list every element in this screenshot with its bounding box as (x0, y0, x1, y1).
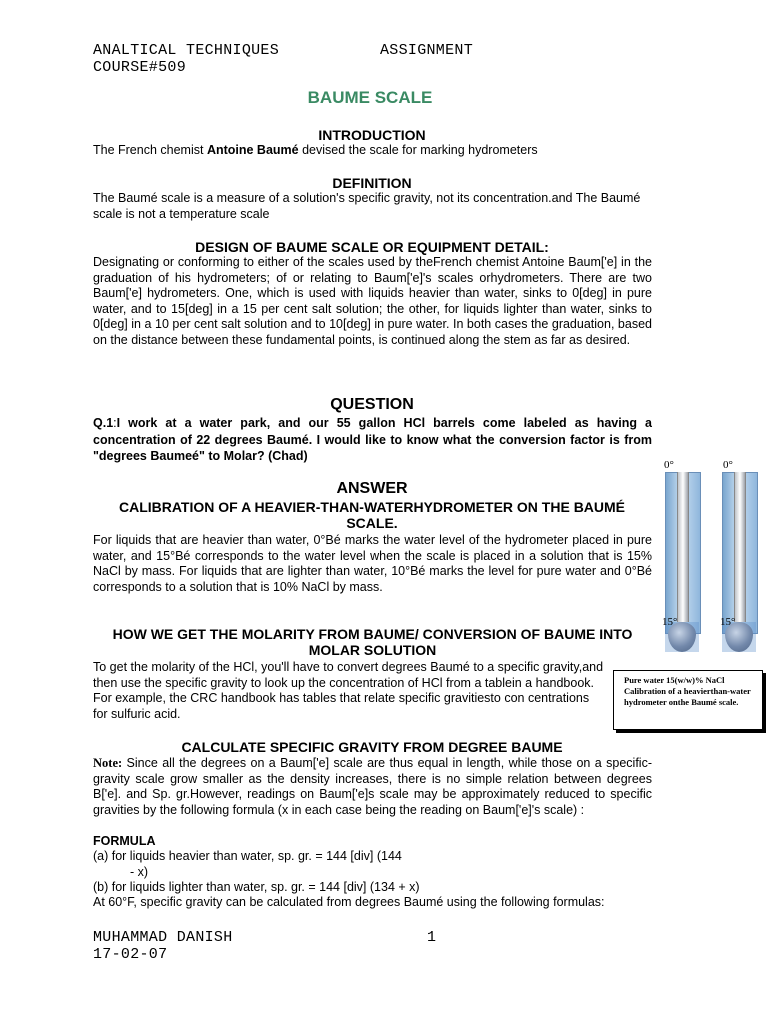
question-heading: QUESTION (330, 396, 414, 413)
caption-line-1: Pure water 15(w/w)% NaCl (624, 675, 725, 685)
formula-a: (a) for liquids heavier than water, sp. gr. = 144 [div] (144 (93, 849, 402, 863)
document-date: 17-02-07 (93, 946, 168, 963)
intro-text-end: devised the scale for marking hydrometers (298, 143, 538, 157)
definition-heading: DEFINITION (332, 175, 412, 191)
note-label: Note: (93, 756, 123, 770)
molarity-heading: HOW WE GET THE MOLARITY FROM BAUME/ CONVERSION OF BAUME INTO MOLAR SOLUTION (112, 626, 633, 658)
specific-gravity-heading: CALCULATE SPECIFIC GRAVITY FROM DEGREE BAUME (181, 739, 563, 755)
answer-heading: ANSWER (336, 480, 408, 497)
author-name: MUHAMMAD DANISH (93, 929, 233, 946)
closing-text: At 60°F, specific gravity can be calculated from degrees Baumé using the following formulas: (93, 895, 605, 909)
left-fifteen-mark: 15° (662, 616, 678, 628)
course-title: ANALTICAL TECHNIQUES (93, 42, 280, 59)
hydrometer-figure (654, 455, 768, 665)
introduction-heading: INTRODUCTION (318, 127, 426, 143)
course-number: COURSE#509 (93, 59, 187, 76)
question-text: Q.1:I work at a water park, and our 55 gallon HCl barrels come labeled as having a concentration of 22 degrees Baumé. I would like to know what the conversion factor is from "degrees Baumeé" to Molar? (Chad) (93, 416, 652, 463)
design-heading: DESIGN OF BAUME SCALE OR EQUIPMENT DETAIL: (195, 239, 549, 255)
question-body: I work at a water park, and our 55 gallon HCl barrels come labeled as having a concentration of 22 degrees Baumé. I would like to know what the conversion factor is from "degrees Baumeé" to Molar? (Chad) (93, 416, 652, 463)
page-title: BAUME SCALE (307, 88, 433, 107)
formula-label: FORMULA (93, 834, 156, 848)
question-label: Q.1 (93, 416, 114, 430)
assignment-label: ASSIGNMENT (380, 42, 474, 59)
caption-line-2: Calibration of a heavierthan-water hydrometer onthe Baumé scale. (624, 686, 751, 707)
intro-text-start: The French chemist (93, 143, 207, 157)
formula-a-cont: - x) (130, 865, 149, 879)
page-number: 1 (427, 929, 437, 946)
right-fifteen-mark: 15° (720, 616, 736, 628)
definition-text: The Baumé scale is a measure of a solution's specific gravity, not its concentration.and The Baumé scale is not a temperature scale (93, 191, 641, 221)
note-body: Since all the degrees on a Baum['e] scale are thus equal in length, while those on a specific-gravity scale grow smaller as the density increases, there is no simple relation between degrees B['e]. and Sp. gr.However, readings on Baum['e]s scale may be approximately reduced to specific gravities by the following formula (x in each case being the reading on Baum['e]'s scale) : (93, 756, 652, 817)
calibration-text: For liquids that are heavier than water, 0°Bé marks the water level of the hydrometer placed in pure water, and 15°Bé corresponds to the water level when the scale is placed in a solution that is 15% NaCl by mass. For liquids that are lighter than water, 10°Bé marks the level for pure water and 0°Bé corresponds to a solution that is 10% NaCl by mass. (93, 533, 652, 594)
note-text (93, 756, 652, 818)
figure-caption (613, 670, 763, 730)
left-zero-mark: 0° (664, 459, 674, 471)
right-zero-mark: 0° (723, 459, 733, 471)
calibration-heading: CALIBRATION OF A HEAVIER-THAN-WATERHYDROMETER ON THE BAUMÉ SCALE. (118, 499, 626, 531)
formula-b: (b) for liquids lighter than water, sp. gr. = 144 [div] (134 + x) (93, 880, 420, 894)
chemist-name: Antoine Baumé (206, 143, 299, 157)
molarity-text: To get the molarity of the HCl, you'll have to convert degrees Baumé to a specific gravity,and then use the specific gravity to look up the concentration of HCl from a tablein a handbook. For example, the CRC handbook has tables that relate specific gravitiesto con centrations for sulfuric acid. (93, 660, 604, 721)
design-text: Designating or conforming to either of the scales used by theFrench chemist Antoine Baum['e] in the graduation of his hydrometers; of or relating to Baum['e]'s scales orhydrometers. There are two Baum['e] hydrometers. One, which is used with liquids heavier than water, sinks to 0[deg] in pure water, and to 15[deg] in a 15 per cent salt solution; the other, for liquids lighter than water, sinks to 0[deg] in a 10 per cent salt solution and to 10[deg] in pure water. In both cases the graduation, based on the distance between these fundamental points, is continued along the stem as far as desired. (93, 255, 652, 347)
introduction-text (93, 143, 652, 159)
